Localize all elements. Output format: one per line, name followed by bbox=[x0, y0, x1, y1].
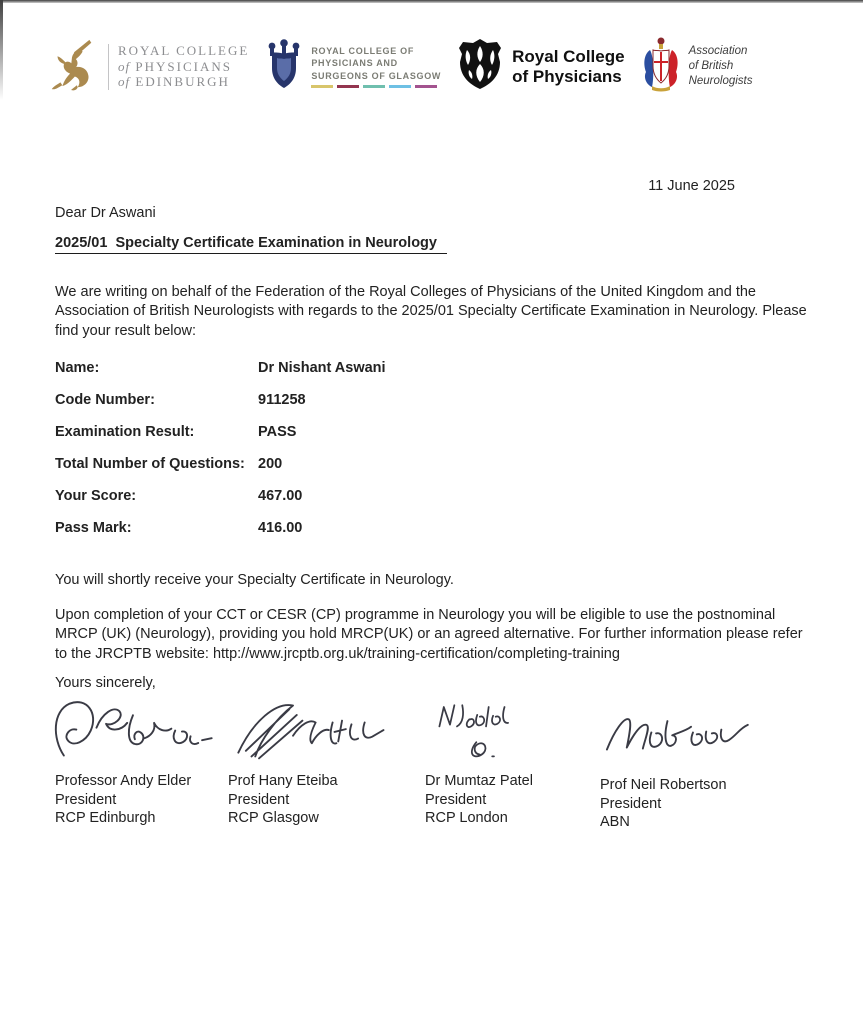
logo-rcps-glasgow bbox=[265, 38, 441, 95]
result-label: Total Number of Questions: bbox=[55, 456, 245, 472]
rcpsg-bar-maroon bbox=[337, 85, 359, 88]
result-value: 200 bbox=[258, 456, 283, 472]
result-value: 467.00 bbox=[258, 488, 303, 504]
rcpsg-line3: SURGEONS OF GLASGOW bbox=[311, 70, 442, 81]
centaur-trumpeter-icon bbox=[45, 36, 99, 97]
result-label: Code Number: bbox=[55, 392, 155, 408]
rcpsg-line1: ROYAL COLLEGE OF bbox=[311, 46, 415, 57]
rcpe-line2: of PHYSICIANS bbox=[118, 58, 232, 74]
result-row-code bbox=[55, 392, 386, 408]
rcpe-line3: of EDINBURGH bbox=[118, 74, 230, 90]
result-value: PASS bbox=[258, 424, 297, 440]
salutation: Dear Dr Aswani bbox=[55, 205, 156, 221]
subject-line: 2025/01 Specialty Certificate Examination in Neurology bbox=[55, 235, 447, 254]
abn-line3: Neurologists bbox=[688, 74, 753, 87]
result-label: Examination Result: bbox=[55, 424, 195, 440]
logo-rcp-london bbox=[457, 38, 624, 95]
glasgow-crest-icon bbox=[265, 38, 303, 95]
abn-line2: of British bbox=[688, 60, 734, 73]
intro-paragraph: We are writing on behalf of the Federation of the Royal Colleges of Physicians of the United Kingdom and the Association of British Neurologists with regards to the 2025/01 Specialty Certificate Examination in Neurology. Please find your result below: bbox=[55, 283, 807, 340]
signatory-org: ABN bbox=[600, 814, 630, 830]
signatory-title: President bbox=[55, 791, 117, 808]
signatory-org: RCP Glasgow bbox=[228, 810, 319, 826]
signatory-hany-eteiba bbox=[228, 772, 338, 828]
rcps-glasgow-wordmark bbox=[311, 45, 441, 81]
result-value: 416.00 bbox=[258, 520, 303, 536]
signature-neil-robertson bbox=[596, 706, 754, 763]
signature-andy-elder bbox=[48, 696, 216, 773]
scan-artifact-left-edge bbox=[0, 0, 3, 100]
letterhead-divider bbox=[108, 44, 109, 90]
abn-wordmark bbox=[689, 44, 753, 88]
abn-coat-of-arms-icon bbox=[641, 36, 681, 97]
logo-rcp-edinburgh bbox=[45, 36, 249, 97]
certificate-note: You will shortly receive your Specialty Certificate in Neurology. bbox=[55, 571, 454, 588]
rcpsg-color-bars bbox=[311, 85, 441, 88]
rcp-edinburgh-wordmark bbox=[118, 43, 249, 91]
rcpsg-bar-teal bbox=[363, 85, 385, 88]
result-value: 911258 bbox=[258, 392, 306, 408]
postnominal-paragraph: Upon completion of your CCT or CESR (CP) programme in Neurology you will be eligible to use the postnominal MRCP (UK) (Neurology), providing you hold MRCP(UK) or an agreed alternative. For further information please refer to the JRCPTB website: http://www.jrcptb.org.uk/training-certification/completing-training bbox=[55, 606, 803, 663]
result-value: Dr Nishant Aswani bbox=[258, 360, 386, 376]
signatory-org: RCP London bbox=[425, 810, 508, 826]
closing: Yours sincerely, bbox=[55, 674, 156, 691]
result-row-score bbox=[55, 488, 386, 504]
rcpl-line1: Royal College bbox=[512, 47, 625, 67]
signatory-name: Prof Neil Robertson bbox=[600, 777, 727, 793]
results-block bbox=[55, 360, 386, 552]
signatory-name: Dr Mumtaz Patel bbox=[425, 773, 533, 789]
black-shield-icon bbox=[457, 38, 503, 95]
rcpsg-bar-magenta bbox=[415, 85, 437, 88]
signatory-title: President bbox=[228, 791, 290, 808]
result-label: Your Score: bbox=[55, 488, 137, 504]
letterhead bbox=[45, 36, 752, 97]
rcpl-line2: of Physicians bbox=[512, 66, 622, 86]
rcpsg-bar-yellow bbox=[311, 85, 333, 88]
result-label: Name: bbox=[55, 360, 100, 376]
scan-artifact-top-edge bbox=[0, 0, 863, 3]
signatory-org: RCP Edinburgh bbox=[55, 810, 156, 826]
logo-abn bbox=[641, 36, 753, 97]
signature-mumtaz-patel bbox=[424, 700, 534, 771]
abn-line1: Association bbox=[688, 45, 748, 58]
signatory-neil-robertson bbox=[600, 776, 727, 832]
signatory-title: President bbox=[425, 791, 487, 808]
result-row-pass-mark bbox=[55, 520, 386, 536]
rcpe-line1: ROYAL COLLEGE bbox=[118, 42, 250, 58]
rcpsg-bar-blue bbox=[389, 85, 411, 88]
result-row-name bbox=[55, 360, 386, 376]
result-row-exam-result bbox=[55, 424, 386, 440]
signatory-title: President bbox=[600, 795, 662, 812]
signatory-mumtaz-patel bbox=[425, 772, 533, 828]
signatory-andy-elder bbox=[55, 772, 191, 828]
result-row-total-questions bbox=[55, 456, 386, 472]
signatory-name: Prof Hany Eteiba bbox=[228, 773, 338, 789]
rcp-london-wordmark bbox=[512, 47, 624, 85]
rcpsg-line2: PHYSICIANS AND bbox=[311, 58, 398, 69]
result-label: Pass Mark: bbox=[55, 520, 132, 536]
signature-hany-eteiba bbox=[222, 698, 397, 769]
letter-date: 11 June 2025 bbox=[648, 178, 735, 194]
signatory-name: Professor Andy Elder bbox=[55, 773, 192, 789]
